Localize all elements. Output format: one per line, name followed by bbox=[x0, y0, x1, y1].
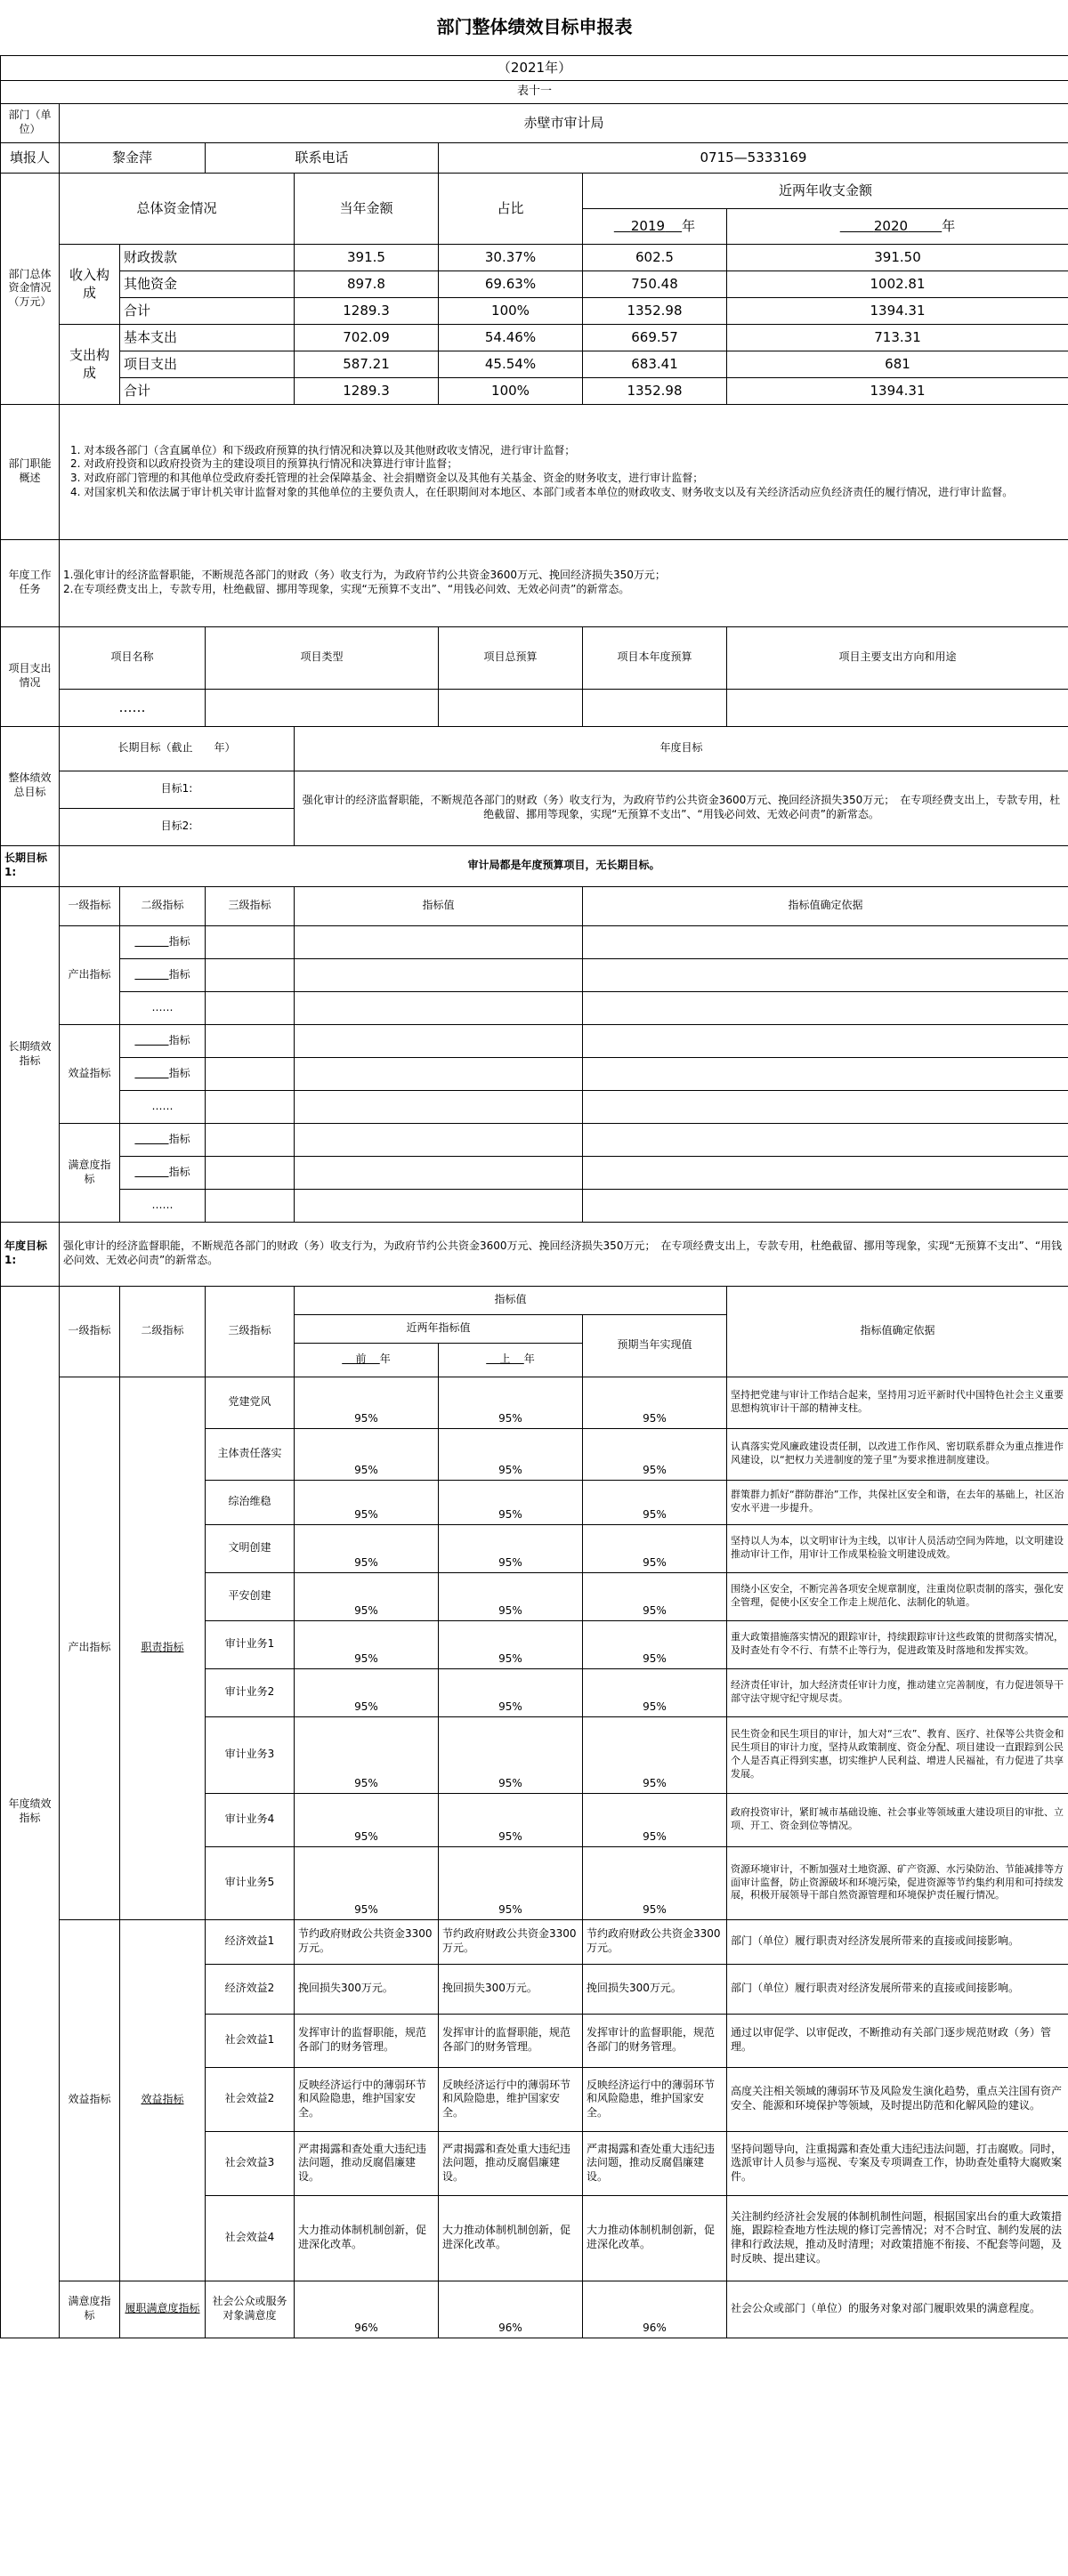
value-prev: 挽回损失300万元。 bbox=[295, 1964, 439, 2014]
recent-values-header: 近两年指标值 bbox=[295, 1314, 583, 1343]
basis-text: 部门（单位）履行职责对经济发展所带来的直接或间接影响。 bbox=[727, 1919, 1068, 1964]
last-label: 上 bbox=[499, 1353, 511, 1366]
long-header: 三级指标 bbox=[206, 886, 295, 925]
level3-name: 主体责任落实 bbox=[206, 1428, 295, 1480]
income-row-name: 财政拨款 bbox=[120, 244, 295, 271]
value-prev: 95% bbox=[295, 1668, 439, 1716]
empty-cell bbox=[295, 1156, 583, 1189]
project-empty bbox=[206, 689, 439, 726]
dept-label: 部门（单位） bbox=[1, 103, 60, 142]
income-row-2019: 750.48 bbox=[583, 271, 727, 297]
expense-row-amount: 702.09 bbox=[295, 324, 439, 351]
recent-header: 近两年收支金额 bbox=[583, 173, 1068, 208]
value-prev: 95% bbox=[295, 1377, 439, 1428]
prev-label: 前 bbox=[355, 1353, 367, 1366]
nian-label: 年 bbox=[523, 1353, 535, 1366]
basis-text: 认真落实党风廉政建设责任制，以改进工作作风、密切联系群众为重点推进作风建设，以“把权力关进制度的笼子里”为要求推进制度建设。 bbox=[727, 1428, 1068, 1480]
form-year: （2021年） bbox=[1, 55, 1068, 80]
empty-cell bbox=[206, 1189, 295, 1222]
project-header: 项目主要支出方向和用途 bbox=[727, 626, 1068, 689]
task-line: 2.在专项经费支出上，专款专用，杜绝截留、挪用等现象，实现“无预算不支出”、“用钱必问效、无效必问责”的新常态。 bbox=[63, 583, 630, 595]
empty-cell bbox=[583, 958, 1068, 991]
level3-name: 审计业务1 bbox=[206, 1620, 295, 1668]
satisfaction-l1-label: 满意度指标 bbox=[60, 2281, 120, 2338]
empty-cell bbox=[295, 991, 583, 1024]
empty-cell bbox=[583, 1090, 1068, 1123]
indicator-label: 指标 bbox=[168, 1033, 190, 1046]
annual-goal1-text: 强化审计的经济监督职能，不断规范各部门的财政（务）收支行为，为政府节约公共资金3600万元、挽回经济损失350万元； 在专项经费支出上，专款专用，杜绝截留、挪用等现象，实现“无预算不支出”、“用钱必问效、无效必问责”的新常态。 bbox=[60, 1222, 1068, 1286]
duty-text bbox=[60, 404, 1068, 539]
basis-text: 关注制约经济社会发展的体制机制性问题，根据国家出台的重大政策措施，跟踪检查地方性法规的修订完善情况；对不合时宜、制约发展的法律和行政法规，推动及时清理；对政策措施不衔接、不配套等问题，及时反映、提出建议。 bbox=[727, 2195, 1068, 2281]
long-blank-indicator bbox=[120, 1156, 206, 1189]
long-header: 二级指标 bbox=[120, 886, 206, 925]
income-row-ratio: 30.37% bbox=[439, 244, 583, 271]
benefit-l2-label: 效益指标 bbox=[120, 1919, 206, 2281]
value-last: 挽回损失300万元。 bbox=[439, 1964, 583, 2014]
expense-row-2019: 683.41 bbox=[583, 351, 727, 377]
basis-text: 通过以审促学、以审促改，不断推动有关部门逐步规范财政（务）管理。 bbox=[727, 2014, 1068, 2067]
value-prev: 95% bbox=[295, 1620, 439, 1668]
year-2019-header bbox=[583, 208, 727, 244]
duty-line: 3. 对政府部门管理的和其他单位受政府委托管理的社会保障基金、社会捐赠资金以及其他有关基金、资金的财务收支，进行审计监督； bbox=[70, 472, 704, 484]
long-goal1-label: 长期目标1: bbox=[1, 845, 60, 886]
duty-label: 部门职能概述 bbox=[1, 404, 60, 539]
value-expected: 反映经济运行中的薄弱环节和风险隐患，维护国家安全。 bbox=[583, 2067, 727, 2131]
empty-cell bbox=[206, 925, 295, 958]
basis-text: 高度关注相关领域的薄弱环节及风险发生演化趋势，重点关注国有资产安全、能源和环境保护等领域，及时提出防范和化解风险的建议。 bbox=[727, 2067, 1068, 2131]
filler-label: 填报人 bbox=[1, 142, 60, 173]
ratio-header: 占比 bbox=[439, 173, 583, 244]
income-row-2020: 1394.31 bbox=[727, 297, 1068, 324]
empty-cell bbox=[583, 1123, 1068, 1156]
annual-indicators-label: 年度绩效指标 bbox=[1, 1286, 60, 2338]
project-header: 项目类型 bbox=[206, 626, 439, 689]
value-last: 95% bbox=[439, 1668, 583, 1716]
value-last: 节约政府财政公共资金3300万元。 bbox=[439, 1919, 583, 1964]
long-group-label: 产出指标 bbox=[60, 925, 120, 1024]
level3-name: 审计业务4 bbox=[206, 1793, 295, 1846]
prev-year-header bbox=[295, 1343, 439, 1377]
value-expected: 95% bbox=[583, 1524, 727, 1572]
expense-row-ratio: 100% bbox=[439, 377, 583, 404]
empty-cell bbox=[295, 1024, 583, 1057]
value-prev: 节约政府财政公共资金3300万元。 bbox=[295, 1919, 439, 1964]
project-header: 项目本年度预算 bbox=[583, 626, 727, 689]
value-header: 指标值 bbox=[295, 1286, 727, 1314]
empty-cell bbox=[295, 1189, 583, 1222]
basis-text: 民生资金和民生项目的审计，加大对“三农”、教育、医疗、社保等公共资金和民生项目的审计力度，坚持从政策制度、资金分配、项目建设一直跟踪到公民个人是否真正得到实惠，切实维护人民利益、增进人民福祉，有力促进了共享发展。 bbox=[727, 1716, 1068, 1793]
income-row-2019: 602.5 bbox=[583, 244, 727, 271]
level3-name: 平安创建 bbox=[206, 1572, 295, 1620]
income-row-ratio: 100% bbox=[439, 297, 583, 324]
empty-cell bbox=[206, 1123, 295, 1156]
income-row-amount: 1289.3 bbox=[295, 297, 439, 324]
project-header: 项目名称 bbox=[60, 626, 206, 689]
empty-cell bbox=[206, 958, 295, 991]
expense-row-amount: 1289.3 bbox=[295, 377, 439, 404]
value-prev: 大力推动体制机制创新，促进深化改革。 bbox=[295, 2195, 439, 2281]
basis-text: 经济责任审计，加大经济责任审计力度，推动建立完善制度，有力促进领导干部守法守规守纪守规尽责。 bbox=[727, 1668, 1068, 1716]
long-group-label: 效益指标 bbox=[60, 1024, 120, 1123]
long-header: 指标值确定依据 bbox=[583, 886, 1068, 925]
level2-header: 二级指标 bbox=[120, 1286, 206, 1377]
overall-funds-label: 总体资金情况 bbox=[60, 173, 295, 244]
value-prev: 95% bbox=[295, 1846, 439, 1919]
level3-name: 党建党风 bbox=[206, 1377, 295, 1428]
value-last: 95% bbox=[439, 1524, 583, 1572]
benefit-l1-label: 效益指标 bbox=[60, 1919, 120, 2281]
project-header: 项目总预算 bbox=[439, 626, 583, 689]
long-blank-indicator bbox=[120, 1123, 206, 1156]
basis-text: 坚持以人为本，以文明审计为主线，以审计人员活动空间为阵地，以文明建设推动审计工作，用审计工作成果检验文明建设成效。 bbox=[727, 1524, 1068, 1572]
expense-row-2020: 713.31 bbox=[727, 324, 1068, 351]
value-last: 95% bbox=[439, 1793, 583, 1846]
project-dots: …… bbox=[60, 689, 206, 726]
goal2-label: 目标2: bbox=[60, 808, 295, 845]
year-2019: 2019 bbox=[630, 217, 666, 234]
long-blank-indicator bbox=[120, 1057, 206, 1090]
long-dots: …… bbox=[120, 1189, 206, 1222]
level3-header: 三级指标 bbox=[206, 1286, 295, 1377]
long-header: 一级指标 bbox=[60, 886, 120, 925]
level1-header: 一级指标 bbox=[60, 1286, 120, 1377]
value-last: 95% bbox=[439, 1572, 583, 1620]
phone-label: 联系电话 bbox=[206, 142, 439, 173]
long-blank-indicator bbox=[120, 958, 206, 991]
expense-row-name: 基本支出 bbox=[120, 324, 295, 351]
income-row-ratio: 69.63% bbox=[439, 271, 583, 297]
empty-cell bbox=[583, 1189, 1068, 1222]
value-last: 95% bbox=[439, 1716, 583, 1793]
empty-cell bbox=[295, 1123, 583, 1156]
project-empty bbox=[727, 689, 1068, 726]
level3-name: 社会公众或服务对象满意度 bbox=[206, 2281, 295, 2338]
expense-row-name: 合计 bbox=[120, 377, 295, 404]
indicator-label: 指标 bbox=[168, 967, 190, 981]
empty-cell bbox=[295, 1090, 583, 1123]
empty-cell bbox=[583, 925, 1068, 958]
basis-text: 围绕小区安全，不断完善各项安全规章制度，注重岗位职责制的落实，强化安全管理，促使小区安全工作走上规范化、法制化的轨道。 bbox=[727, 1572, 1068, 1620]
value-last: 95% bbox=[439, 1377, 583, 1428]
level3-name: 审计业务2 bbox=[206, 1668, 295, 1716]
long-dots: …… bbox=[120, 1090, 206, 1123]
value-expected: 节约政府财政公共资金3300万元。 bbox=[583, 1919, 727, 1964]
year-2020-header bbox=[727, 208, 1068, 244]
income-row-name: 其他资金 bbox=[120, 271, 295, 297]
value-prev: 96% bbox=[295, 2281, 439, 2338]
duty-line: 1. 对本级各部门（含直属单位）和下级政府预算的执行情况和决算以及其他财政收支情况，进行审计监督； bbox=[70, 443, 576, 456]
long-header: 指标值 bbox=[295, 886, 583, 925]
value-prev: 发挥审计的监督职能，规范各部门的财务管理。 bbox=[295, 2014, 439, 2067]
value-last: 96% bbox=[439, 2281, 583, 2338]
empty-cell bbox=[206, 1024, 295, 1057]
value-prev: 95% bbox=[295, 1428, 439, 1480]
level3-name: 综治维稳 bbox=[206, 1480, 295, 1524]
long-blank-indicator bbox=[120, 1024, 206, 1057]
value-expected: 95% bbox=[583, 1668, 727, 1716]
projects-label: 项目支出情况 bbox=[1, 626, 60, 726]
expense-row-ratio: 45.54% bbox=[439, 351, 583, 377]
value-expected: 95% bbox=[583, 1428, 727, 1480]
nian-label: 年 bbox=[942, 217, 956, 234]
value-expected: 95% bbox=[583, 1846, 727, 1919]
empty-cell bbox=[206, 1156, 295, 1189]
satisfaction-l2-label: 履职满意度指标 bbox=[120, 2281, 206, 2338]
empty-cell bbox=[295, 925, 583, 958]
expense-row-amount: 587.21 bbox=[295, 351, 439, 377]
long-blank-indicator bbox=[120, 925, 206, 958]
expense-row-2020: 681 bbox=[727, 351, 1068, 377]
value-expected: 95% bbox=[583, 1793, 727, 1846]
value-prev: 严肃揭露和查处重大违纪违法问题，推动反腐倡廉建设。 bbox=[295, 2131, 439, 2195]
empty-cell bbox=[295, 1057, 583, 1090]
value-prev: 95% bbox=[295, 1793, 439, 1846]
annual-goal-text: 强化审计的经济监督职能，不断规范各部门的财政（务）收支行为，为政府节约公共资金3600万元、挽回经济损失350万元； 在专项经费支出上，专款专用，杜绝截留、挪用等现象，实现“无预算不支出”、“用钱必问效、无效必问责”的新常态。 bbox=[295, 771, 1068, 845]
income-row-2020: 391.50 bbox=[727, 244, 1068, 271]
value-expected: 95% bbox=[583, 1620, 727, 1668]
dept-value: 赤壁市审计局 bbox=[60, 103, 1068, 142]
level3-name: 社会效益2 bbox=[206, 2067, 295, 2131]
expected-header: 预期当年实现值 bbox=[583, 1314, 727, 1377]
value-last: 95% bbox=[439, 1846, 583, 1919]
value-expected: 大力推动体制机制创新，促进深化改革。 bbox=[583, 2195, 727, 2281]
value-last: 反映经济运行中的薄弱环节和风险隐患，维护国家安全。 bbox=[439, 2067, 583, 2131]
value-expected: 95% bbox=[583, 1377, 727, 1428]
value-expected: 严肃揭露和查处重大违纪违法问题，推动反腐倡廉建设。 bbox=[583, 2131, 727, 2195]
value-expected: 95% bbox=[583, 1716, 727, 1793]
value-prev: 95% bbox=[295, 1572, 439, 1620]
empty-cell bbox=[295, 958, 583, 991]
level3-name: 社会效益4 bbox=[206, 2195, 295, 2281]
tasks-text bbox=[60, 539, 1068, 626]
long-indicators-label: 长期绩效指标 bbox=[1, 886, 60, 1222]
level3-name: 经济效益2 bbox=[206, 1964, 295, 2014]
expense-row-name: 项目支出 bbox=[120, 351, 295, 377]
basis-text: 部门（单位）履行职责对经济发展所带来的直接或间接影响。 bbox=[727, 1964, 1068, 2014]
phone-value: 0715—5333169 bbox=[439, 142, 1068, 173]
annual-goal1-label: 年度目标1: bbox=[1, 1222, 60, 1286]
value-last: 95% bbox=[439, 1620, 583, 1668]
income-row-amount: 391.5 bbox=[295, 244, 439, 271]
output-l2-label: 职责指标 bbox=[120, 1377, 206, 1919]
table-number: 表十一 bbox=[1, 80, 1068, 103]
income-label: 收入构成 bbox=[60, 244, 120, 324]
empty-cell bbox=[206, 1057, 295, 1090]
year-goal-header: 年度目标 bbox=[295, 726, 1068, 771]
long-goal-header: 长期目标（截止 年） bbox=[60, 726, 295, 771]
project-empty bbox=[583, 689, 727, 726]
basis-text: 政府投资审计，紧盯城市基础设施、社会事业等领域重大建设项目的审批、立项、开工、资金到位等情况。 bbox=[727, 1793, 1068, 1846]
basis-text: 社会公众或部门（单位）的服务对象对部门履职效果的满意程度。 bbox=[727, 2281, 1068, 2338]
value-expected: 发挥审计的监督职能，规范各部门的财务管理。 bbox=[583, 2014, 727, 2067]
task-line: 1.强化审计的经济监督职能，不断规范各部门的财政（务）收支行为，为政府节约公共资金3600万元、挽回经济损失350万元； bbox=[63, 569, 666, 582]
level3-name: 文明创建 bbox=[206, 1524, 295, 1572]
last-year-header bbox=[439, 1343, 583, 1377]
output-l1-label: 产出指标 bbox=[60, 1377, 120, 1919]
value-expected: 挽回损失300万元。 bbox=[583, 1964, 727, 2014]
goal1-label: 目标1: bbox=[60, 771, 295, 808]
level3-name: 审计业务5 bbox=[206, 1846, 295, 1919]
level3-name: 经济效益1 bbox=[206, 1919, 295, 1964]
value-prev: 95% bbox=[295, 1480, 439, 1524]
value-expected: 95% bbox=[583, 1480, 727, 1524]
indicator-label: 指标 bbox=[168, 1132, 190, 1145]
basis-text: 重大政策措施落实情况的跟踪审计，持续跟踪审计这些政策的贯彻落实情况，及时查处有令不行、有禁不止等行为，促进政策及时落地和发挥实效。 bbox=[727, 1620, 1068, 1668]
income-row-name: 合计 bbox=[120, 297, 295, 324]
duty-line: 2. 对政府投资和以政府投资为主的建设项目的预算执行情况和决算进行审计监督； bbox=[70, 457, 458, 471]
long-group-label: 满意度指标 bbox=[60, 1123, 120, 1222]
income-row-2019: 1352.98 bbox=[583, 297, 727, 324]
empty-cell bbox=[583, 991, 1068, 1024]
income-row-2020: 1002.81 bbox=[727, 271, 1068, 297]
level3-name: 社会效益3 bbox=[206, 2131, 295, 2195]
nian-label: 年 bbox=[682, 217, 696, 234]
indicator-label: 指标 bbox=[168, 934, 190, 948]
value-prev: 反映经济运行中的薄弱环节和风险隐患，维护国家安全。 bbox=[295, 2067, 439, 2131]
value-last: 发挥审计的监督职能，规范各部门的财务管理。 bbox=[439, 2014, 583, 2067]
expense-row-2019: 1352.98 bbox=[583, 377, 727, 404]
expense-row-2020: 1394.31 bbox=[727, 377, 1068, 404]
year-2020: 2020 bbox=[873, 217, 909, 234]
duty-line: 4. 对国家机关和依法属于审计机关审计监督对象的其他单位的主要负责人，在任职期间对本地区、本部门或者本单位的财政收支、财务收支以及有关经济活动应负经济责任的履行情况，进行审计监督。 bbox=[70, 485, 1014, 498]
level3-name: 社会效益1 bbox=[206, 2014, 295, 2067]
empty-cell bbox=[583, 1024, 1068, 1057]
basis-text: 群策群力抓好“群防群治”工作，共保社区安全和谐，在去年的基础上，社区治安水平进一步提升。 bbox=[727, 1480, 1068, 1524]
tasks-label: 年度工作任务 bbox=[1, 539, 60, 626]
goal-label: 整体绩效总目标 bbox=[1, 726, 60, 845]
empty-cell bbox=[206, 991, 295, 1024]
nian-label: 年 bbox=[379, 1353, 391, 1366]
value-expected: 96% bbox=[583, 2281, 727, 2338]
long-dots: …… bbox=[120, 991, 206, 1024]
project-empty bbox=[439, 689, 583, 726]
empty-cell bbox=[583, 1057, 1068, 1090]
expense-row-2019: 669.57 bbox=[583, 324, 727, 351]
basis-text: 坚持把党建与审计工作结合起来，坚持用习近平新时代中国特色社会主义重要思想构筑审计干部的精神支柱。 bbox=[727, 1377, 1068, 1428]
empty-cell bbox=[206, 1090, 295, 1123]
value-prev: 95% bbox=[295, 1716, 439, 1793]
value-last: 大力推动体制机制创新，促进深化改革。 bbox=[439, 2195, 583, 2281]
funds-side-label: 部门总体资金情况（万元） bbox=[1, 173, 60, 404]
indicator-label: 指标 bbox=[168, 1165, 190, 1178]
income-row-amount: 897.8 bbox=[295, 271, 439, 297]
basis-header: 指标值确定依据 bbox=[727, 1286, 1068, 1377]
form-title: 部门整体绩效目标申报表 bbox=[436, 16, 633, 38]
filler-value: 黎金萍 bbox=[60, 142, 206, 173]
expense-label: 支出构成 bbox=[60, 324, 120, 404]
value-last: 95% bbox=[439, 1480, 583, 1524]
indicator-label: 指标 bbox=[168, 1066, 190, 1079]
value-last: 95% bbox=[439, 1428, 583, 1480]
cur-amount-header: 当年金额 bbox=[295, 173, 439, 244]
basis-text: 坚持问题导向，注重揭露和查处重大违纪违法问题，打击腐败。同时，选派审计人员参与巡视、专案及专项调查工作，协助查处重特大腐败案件。 bbox=[727, 2131, 1068, 2195]
value-last: 严肃揭露和查处重大违纪违法问题，推动反腐倡廉建设。 bbox=[439, 2131, 583, 2195]
basis-text: 资源环境审计，不断加强对土地资源、矿产资源、水污染防治、节能减排等方面审计监督，防止资源破坏和环境污染，促进资源等节约集约利用和可持续发展，积极开展领导干部自然资源管理和环境保护责任履行情况。 bbox=[727, 1846, 1068, 1919]
level3-name: 审计业务3 bbox=[206, 1716, 295, 1793]
value-expected: 95% bbox=[583, 1572, 727, 1620]
value-prev: 95% bbox=[295, 1524, 439, 1572]
expense-row-ratio: 54.46% bbox=[439, 324, 583, 351]
empty-cell bbox=[583, 1156, 1068, 1189]
long-goal1-text: 审计局都是年度预算项目，无长期目标。 bbox=[60, 845, 1068, 886]
